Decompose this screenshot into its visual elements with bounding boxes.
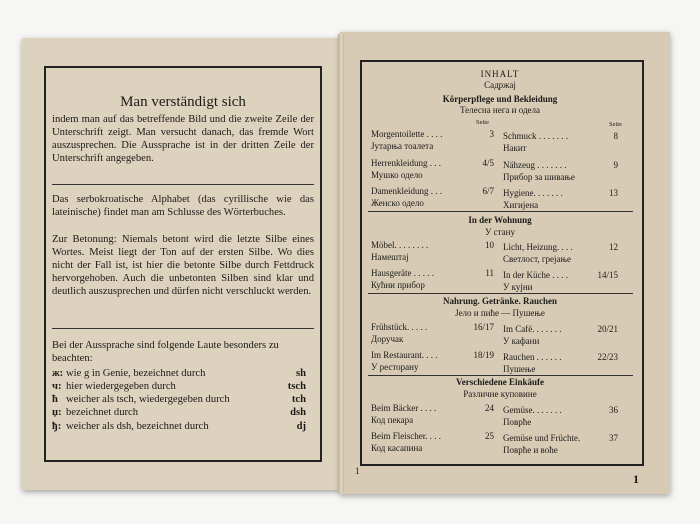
cyrillic-letter: ч:: [52, 381, 62, 392]
stress-paragraph: Zur Betonung: Niemals betont wird die letzte Silbe eines Wortes. Meist liegt der Ton auf der ersten Silbe. Wo dies nicht der Fall ist, ist hier die betonte Silbe durch Fettdruck hervorgehoben. Auch die unbetonten Silben sind klar und deutlich auszusprechen und dürfen nicht verschluckt werden.: [52, 234, 314, 297]
toc-entry-cyrillic: Кућни прибор: [371, 280, 425, 290]
cyrillic-letter: ђ:: [52, 421, 62, 432]
transcription: tch: [291, 394, 306, 405]
page-number: 24: [485, 403, 494, 413]
sound-row: [52, 421, 314, 434]
transcription: dj: [296, 421, 306, 432]
section-heading-cyrillic: Телесна нега и одела: [459, 105, 541, 115]
page-number: 10: [485, 240, 494, 250]
toc-entry-cyrillic: Пушење: [503, 364, 536, 374]
intro-paragraph: indem man auf das betreffende Bild und die zweite Zeile der Unterschrift zeigt. Man versucht danach, das fremde Wort auszusprechen. Die Aussprache ist in der dritten Zeile der Unterschrift angegeben.: [52, 114, 314, 164]
alphabet-paragraph: Das serbokroatische Alphabet (das cyrillische wie das lateinische) findet man am Schlusse des Wörterbuches.: [52, 194, 314, 218]
toc-entry: Gemüse und Früchte.: [503, 433, 581, 443]
contents-title-cyrillic: Садржај: [484, 80, 516, 90]
toc-entry-cyrillic: Код касапина: [371, 443, 423, 453]
page-number: 14/15: [597, 270, 618, 280]
toc-entry: In der Küche . . . .: [503, 270, 568, 280]
transcription: sh: [295, 368, 306, 379]
toc-entry: Im Café. . . . . . .: [503, 324, 562, 334]
toc-entry-cyrillic: Код пекара: [371, 415, 414, 425]
transcription: dsh: [290, 407, 306, 418]
toc-entry-cyrillic: Намештај: [371, 252, 409, 262]
page-number: 6/7: [482, 186, 494, 196]
book-spine: [338, 34, 344, 492]
page-number: 13: [609, 188, 618, 198]
toc-entry-cyrillic: Накит: [503, 143, 527, 153]
toc-entry-cyrillic: Доручак: [371, 334, 404, 344]
toc-entry-cyrillic: Поврће: [503, 417, 532, 427]
toc-entry: Rauchen . . . . . .: [503, 352, 562, 362]
sound-row: [52, 407, 314, 420]
toc-entry: Licht, Heizung. . . .: [503, 242, 573, 252]
sounds-intro: Bei der Aussprache sind folgende Laute besonders zu beachten:: [52, 340, 279, 364]
divider: [368, 293, 633, 294]
toc-entry: Herrenkleidung . . .: [371, 158, 441, 168]
toc-entry: Damenkleidung . . .: [371, 186, 442, 196]
toc-entry: Beim Bäcker . . . .: [371, 403, 437, 413]
column-label-seite: Seite: [476, 119, 489, 126]
toc-entry-cyrillic: У ресторану: [371, 362, 419, 372]
cyrillic-letter: ж:: [52, 368, 64, 379]
section-heading: Körperpflege und Bekleidung: [442, 94, 558, 104]
toc-entry: Möbel. . . . . . . .: [371, 240, 429, 250]
sound-description: wie g in Genie, bezeichnet durch: [66, 368, 206, 379]
folio-left: 1: [355, 466, 360, 476]
contents-title: INHALT: [480, 69, 520, 79]
toc-entry: Hausgeräte . . . . .: [371, 268, 434, 278]
section-heading-cyrillic: У стану: [485, 227, 515, 237]
page-number: 12: [609, 242, 618, 252]
page-number: 36: [609, 405, 618, 415]
toc-entry: Hygiene. . . . . . .: [503, 188, 563, 198]
toc-entry-cyrillic: Женско одело: [371, 198, 424, 208]
toc-entry-cyrillic: Светлост, грејање: [503, 254, 572, 264]
column-label-seite: Seite: [609, 121, 622, 128]
sound-description: weicher als dsh, bezeichnet durch: [66, 421, 209, 432]
divider: [368, 375, 633, 376]
page-number: 4/5: [482, 158, 494, 168]
cyrillic-letter: џ:: [52, 407, 62, 418]
toc-entry-cyrillic: Мушко одело: [371, 170, 423, 180]
toc-entry-cyrillic: Поврће и воће: [503, 445, 558, 455]
page-number: 9: [613, 160, 618, 170]
divider: [52, 184, 314, 185]
page-number: 22/23: [597, 352, 618, 362]
page-number: 8: [613, 131, 618, 141]
section-heading-cyrillic: Јело и пиће — Пушење: [455, 308, 545, 318]
toc-entry-cyrillic: У кујни: [503, 282, 533, 292]
toc-entry: Beim Fleischer. . . .: [371, 431, 441, 441]
section-heading: Nahrung. Getränke. Rauchen: [442, 296, 557, 306]
toc-entry: Frühstück. . . . .: [371, 322, 428, 332]
toc-entry-cyrillic: У кафани: [503, 336, 540, 346]
sound-description: weicher als tsch, wiedergegeben durch: [66, 394, 230, 405]
page-number: 20/21: [597, 324, 618, 334]
toc-entry-cyrillic: Хигијена: [503, 200, 539, 210]
page-title: Man verständigt sich: [120, 94, 246, 110]
toc-entry-cyrillic: Прибор за шивање: [503, 172, 575, 182]
page-number: 25: [485, 431, 494, 441]
toc-entry: Im Restaurant. . . .: [371, 350, 438, 360]
divider: [52, 328, 314, 329]
sound-description: hier wiedergegeben durch: [66, 381, 176, 392]
divider: [368, 211, 633, 212]
section-heading: In der Wohnung: [468, 215, 532, 225]
page-number: 11: [485, 268, 494, 278]
toc-entry-cyrillic: Јутарња тоалета: [371, 141, 434, 151]
cyrillic-letter: ћ: [52, 394, 58, 405]
sound-row: [52, 381, 314, 394]
page-number: 16/17: [473, 322, 494, 332]
toc-entry: Gemüse. . . . . . .: [503, 405, 562, 415]
toc-entry: Morgentoilette . . . .: [371, 129, 443, 139]
sound-row: [52, 394, 314, 407]
section-heading: Verschiedene Einkäufe: [456, 377, 544, 387]
page-number: 37: [609, 433, 618, 443]
page-number: 18/19: [473, 350, 494, 360]
page-number: 3: [489, 129, 494, 139]
toc-entry: Nähzeug . . . . . . .: [503, 160, 567, 170]
folio-right: 1: [633, 472, 639, 486]
sound-row: [52, 368, 314, 381]
transcription: tsch: [287, 381, 306, 392]
toc-entry: Schmuck . . . . . . .: [503, 131, 568, 141]
section-heading-cyrillic: Различне куповине: [463, 389, 537, 399]
sound-description: bezeichnet durch: [66, 407, 139, 418]
